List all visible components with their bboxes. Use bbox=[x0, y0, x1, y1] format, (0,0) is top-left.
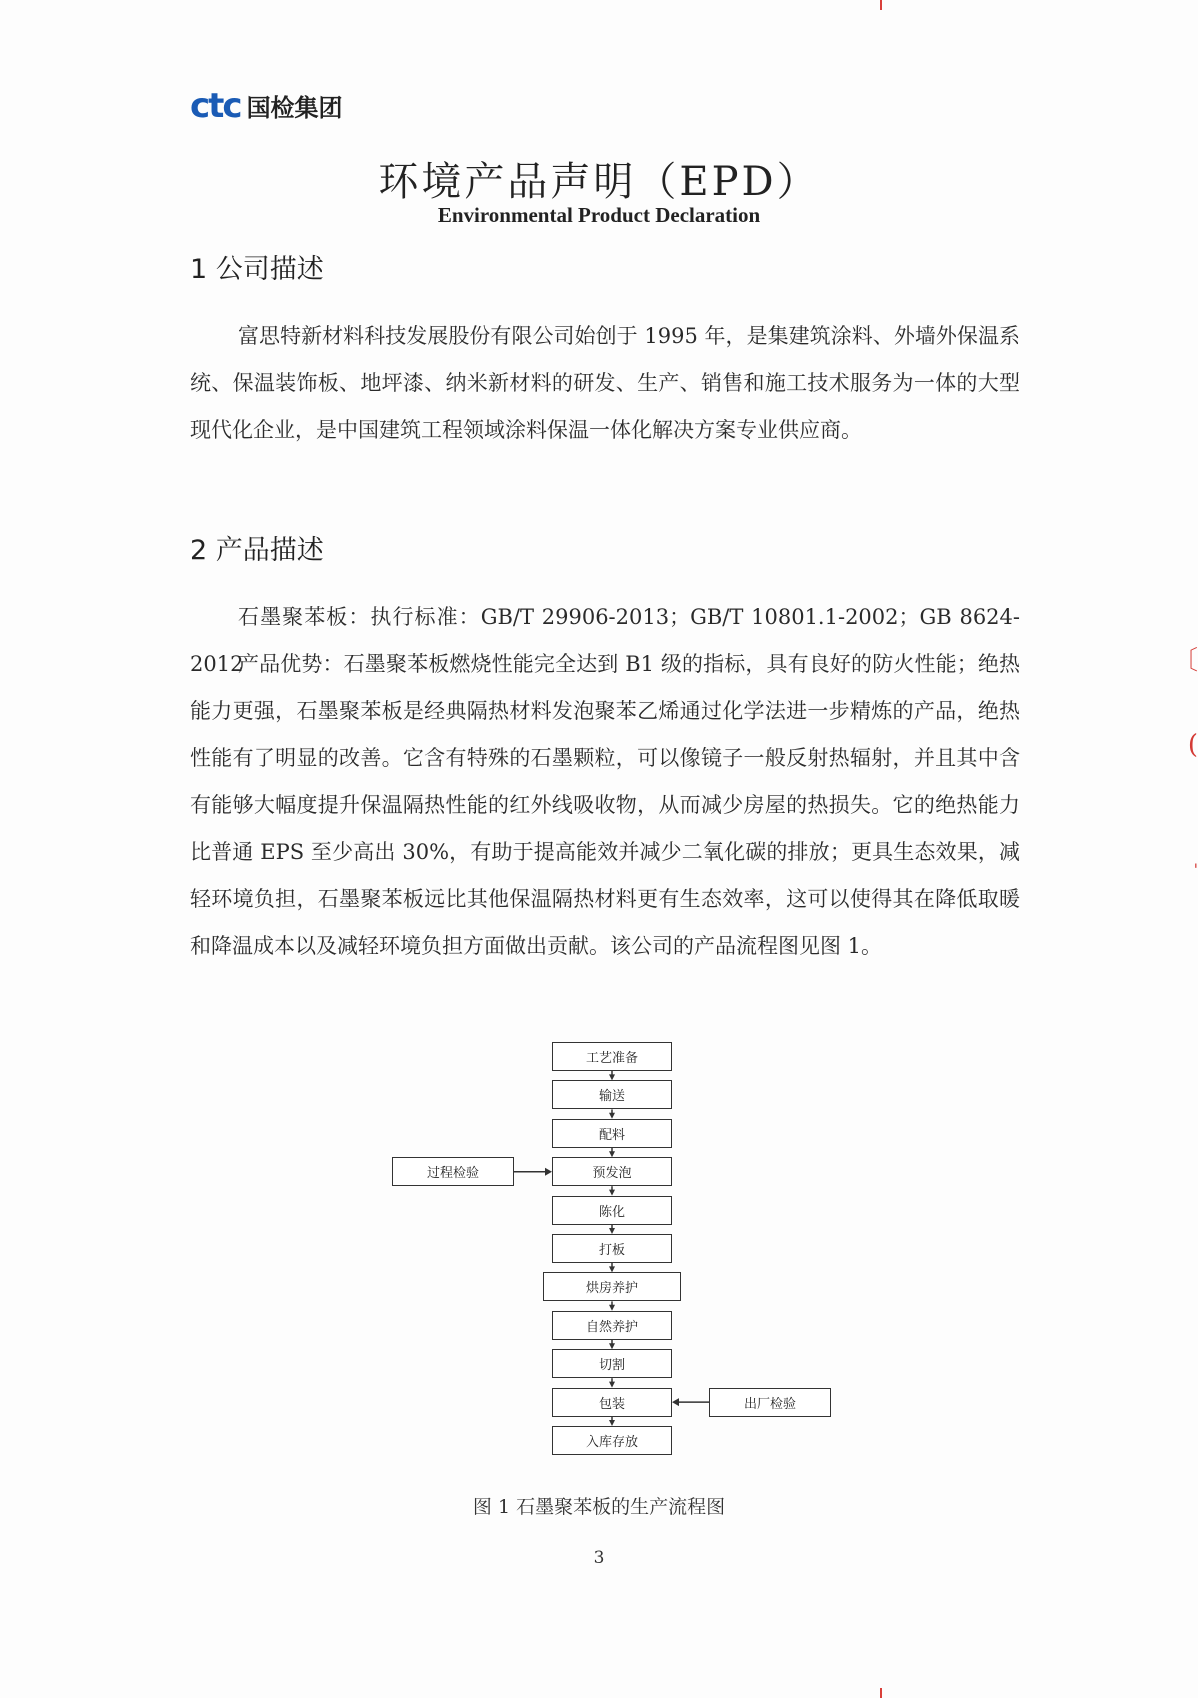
top-edge-tick bbox=[880, 0, 882, 10]
flow-step: 配料 bbox=[552, 1119, 672, 1148]
company-description: 富思特新材料科技发展股份有限公司始创于 1995 年，是集建筑涂料、外墙外保温系统、保温装饰板、地坪漆、纳米新材料的研发、生产、销售和施工技术服务为一体的大型现代化企业，是中国建筑工程领域涂料保温一体化解决方案专业供应商。 bbox=[190, 324, 1020, 442]
flow-step: 打板 bbox=[552, 1234, 672, 1263]
flow-step: 输送 bbox=[552, 1080, 672, 1109]
stamp-fragment: 〔 bbox=[1171, 646, 1198, 676]
flow-step: 陈化 bbox=[552, 1196, 672, 1225]
stamp-fragment: ( bbox=[1187, 730, 1198, 760]
logo-text: 国检集团 bbox=[246, 94, 343, 122]
page-title: 环境产品声明（EPD） bbox=[378, 159, 820, 205]
flow-step: 烘房养护 bbox=[543, 1272, 681, 1301]
stamp-fragment: ' bbox=[1193, 860, 1198, 879]
bottom-edge-tick bbox=[880, 1688, 882, 1698]
section-heading-company: 1 公司描述 bbox=[190, 254, 324, 285]
company-logo bbox=[190, 85, 343, 126]
flow-step: 自然养护 bbox=[552, 1311, 672, 1340]
flow-step: 入库存放 bbox=[552, 1426, 672, 1455]
flow-step: 工艺准备 bbox=[552, 1042, 672, 1071]
ctc-logo-mark: ctc bbox=[190, 85, 241, 126]
page-number: 3 bbox=[593, 1548, 605, 1568]
product-advantages: 产品优势：石墨聚苯板燃烧性能完全达到 B1 级的指标，具有良好的防火性能；绝热能力更强，石墨聚苯板是经典隔热材料发泡聚苯乙烯通过化学法进一步精炼的产品，绝热性能有了明显的改善。它含有特殊的石墨颗粒，可以像镜子一般反射热辐射，并且其中含有能够大幅度提升保温隔热性能的红外线吸收物，从而减少房屋的热损失。它的绝热能力比普通 EPS 至少高出 30%，有助于提高能效并减少二氧化碳的排放；更具生态效果，减轻环境负担，石墨聚苯板远比其他保温隔热材料更有生态效率，这可以使得其在降低取暖和降温成本以及减轻环境负担方面做出贡献。该公司的产品流程图见图 1。 bbox=[190, 652, 1020, 958]
flow-step: 包装 bbox=[552, 1388, 672, 1417]
figure-caption: 图 1 石墨聚苯板的生产流程图 bbox=[472, 1496, 726, 1518]
flow-step: 预发泡 bbox=[552, 1157, 672, 1186]
flow-step: 切割 bbox=[552, 1349, 672, 1378]
page-subtitle: Environmental Product Declaration bbox=[437, 203, 761, 227]
section-heading-product: 2 产品描述 bbox=[190, 535, 324, 566]
flow-inspection-box: 过程检验 bbox=[392, 1157, 514, 1186]
flow-side-arrowhead bbox=[545, 1168, 552, 1176]
flow-side-arrowhead bbox=[672, 1398, 679, 1406]
flow-inspection-box: 出厂检验 bbox=[709, 1388, 831, 1417]
product-standard: 石墨聚苯板：执行标准：GB/T 29906-2013；GB/T 10801.1-2002；GB 8624-2012 bbox=[190, 605, 1020, 676]
